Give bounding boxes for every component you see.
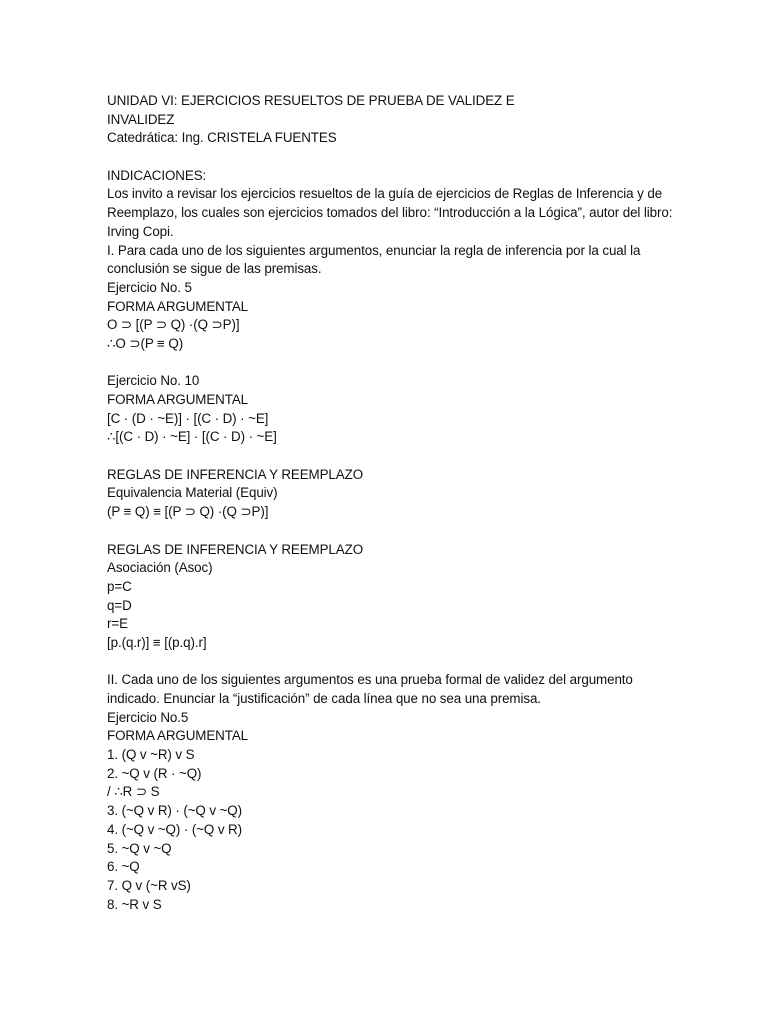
text-line: [C · (D · ~E)] · [(C · D) · ~E] bbox=[107, 410, 269, 426]
blank-line bbox=[107, 354, 668, 373]
text-line: Reemplazo, los cuales son ejercicios tomados del libro: “Introducción a la Lógica”, autor del libro: bbox=[107, 205, 673, 221]
text-line: 7. Q v (~R vS) bbox=[107, 877, 191, 893]
text-line: ∴O ⊃(P ≡ Q) bbox=[107, 335, 184, 351]
text-line: / ∴R ⊃ S bbox=[107, 784, 160, 800]
text-line: Equivalencia Material (Equiv) bbox=[107, 485, 278, 501]
text-line: I. Para cada uno de los siguientes argumentos, enunciar la regla de inferencia por la cual la bbox=[107, 242, 641, 258]
text-line: REGLAS DE INFERENCIA Y REEMPLAZO bbox=[107, 541, 364, 557]
blank-line bbox=[107, 148, 668, 167]
text-line: Asociación (Asoc) bbox=[107, 560, 213, 576]
text-line: II. Cada uno de los siguientes argumentos es una prueba formal de validez del argumento bbox=[107, 672, 633, 688]
text-line: 8. ~R v S bbox=[107, 896, 162, 912]
text-line: FORMA ARGUMENTAL bbox=[107, 392, 249, 407]
text-line: INDICACIONES: bbox=[107, 167, 207, 183]
text-line: FORMA ARGUMENTAL bbox=[107, 728, 249, 744]
text-line: Catedrática: Ing. CRISTELA FUENTES bbox=[107, 130, 337, 146]
text-line: indicado. Enunciar la “justificación” de cada línea que no sea una premisa. bbox=[107, 691, 541, 706]
text-line: [p.(q.r)] ≡ [(p.q).r] bbox=[107, 634, 207, 650]
blank-line bbox=[107, 522, 668, 541]
text-line: UNIDAD VI: EJERCICIOS RESUELTOS DE PRUEBA DE VALIDEZ E bbox=[107, 93, 515, 108]
text-line: Ejercicio No. 5 bbox=[107, 279, 192, 295]
text-line: conclusión se sigue de las premisas. bbox=[107, 261, 322, 277]
text-line: O ⊃ [(P ⊃ Q) ·(Q ⊃P)] bbox=[107, 317, 240, 333]
text-line: ∴[(C · D) · ~E] · [(C · D) · ~E] bbox=[107, 429, 277, 445]
text-line: REGLAS DE INFERENCIA Y REEMPLAZO bbox=[107, 466, 364, 482]
text-line: Ejercicio No. 10 bbox=[107, 373, 200, 389]
text-line: 4. (~Q v ~Q) · (~Q v R) bbox=[107, 821, 242, 837]
text-line: 6. ~Q bbox=[107, 859, 140, 875]
text-line: 5. ~Q v ~Q bbox=[107, 840, 172, 856]
text-line: Los invito a revisar los ejercicios resueltos de la guía de ejercicios de Reglas de Inferencia y de bbox=[107, 186, 663, 202]
blank-line bbox=[107, 447, 668, 466]
text-line: INVALIDEZ bbox=[107, 111, 175, 127]
text-line: 1. (Q v ~R) v S bbox=[107, 747, 195, 763]
text-line: Ejercicio No.5 bbox=[107, 709, 189, 725]
text-line: r=E bbox=[107, 616, 128, 632]
text-line: Irving Copi. bbox=[107, 223, 174, 239]
text-line: 2. ~Q v (R · ~Q) bbox=[107, 765, 202, 781]
text-line: q=D bbox=[107, 597, 132, 613]
text-line: (P ≡ Q) ≡ [(P ⊃ Q) ·(Q ⊃P)] bbox=[107, 504, 269, 520]
blank-line bbox=[107, 653, 668, 672]
text-line: p=C bbox=[107, 578, 132, 594]
text-line: FORMA ARGUMENTAL bbox=[107, 298, 249, 314]
text-line: 3. (~Q v R) · (~Q v ~Q) bbox=[107, 803, 242, 819]
